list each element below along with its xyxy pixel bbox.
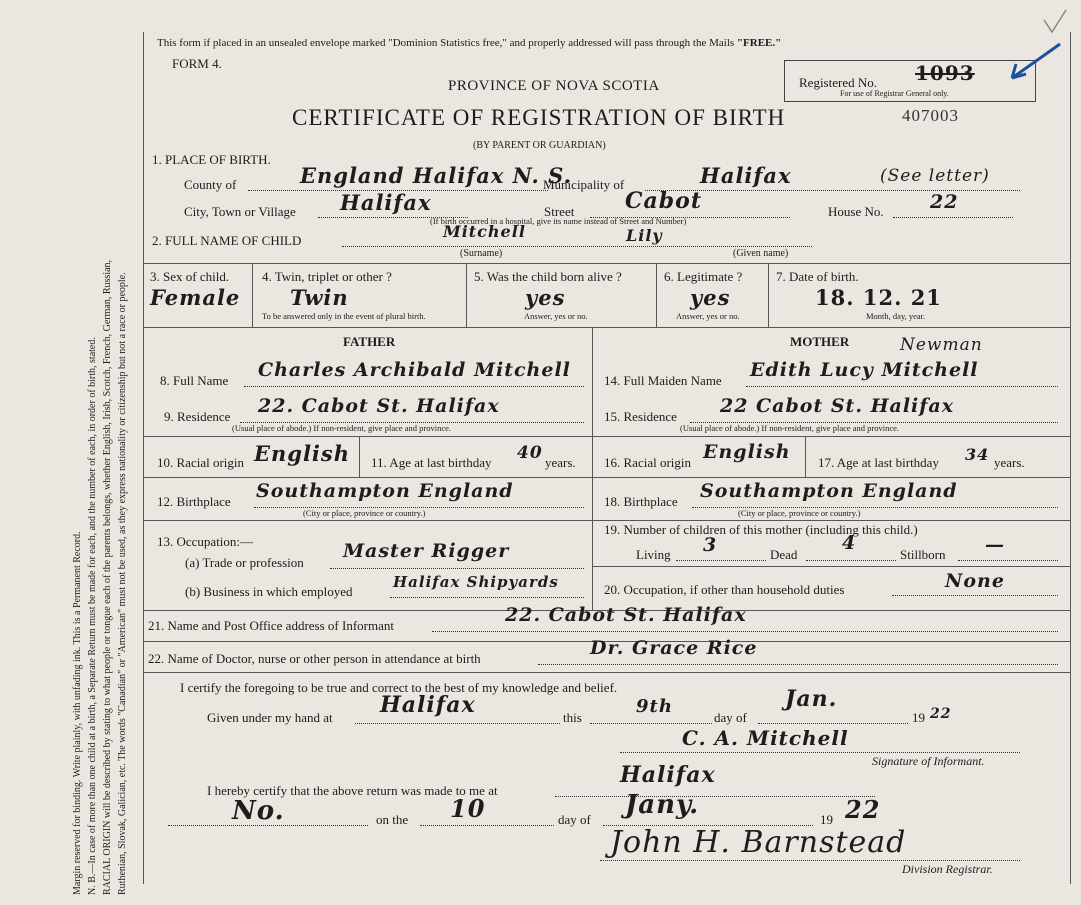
father-racial-value: English (254, 441, 351, 466)
mother-residence-note: (Usual place of abode.) If non-resident, give place and province. (680, 423, 900, 433)
hospital-note: (If birth occurred in a hospital, give its name instead of Street and Number) (430, 216, 687, 226)
mother-racial-label: 16. Racial origin (604, 455, 692, 470)
county-label: County of (184, 177, 237, 192)
given-day-value: 9th (636, 696, 673, 717)
informant-signature-line (620, 752, 1020, 753)
municipality-note: (See letter) (880, 166, 990, 186)
registrar-year-value: 22 (845, 795, 881, 824)
dob-label: 7. Date of birth. (776, 269, 859, 284)
given-this-label: this (563, 710, 582, 725)
legitimate-value: yes (690, 285, 731, 310)
father-birthplace-label: 12. Birthplace (157, 494, 231, 509)
row13-top-rule (143, 520, 1070, 521)
registrar-month-value: Jany. (625, 790, 700, 820)
mother-stillborn-value: — (985, 534, 1005, 556)
mother-racial-value: English (703, 441, 791, 463)
father-racial-label: 10. Racial origin (157, 455, 245, 470)
father-birthplace-note: (City or place, province or country.) (303, 508, 426, 518)
row3-bottom-rule (143, 327, 1070, 328)
mother-age-label: 17. Age at last birthday (818, 455, 939, 470)
stamped-number: 407003 (902, 106, 959, 125)
mother-children-label: 19. Number of children of this mother (including this child.) (604, 522, 918, 537)
given-year-prefix: 19 (912, 710, 925, 725)
given-month-value: Jan. (785, 686, 838, 712)
father-occupation-label: 13. Occupation:— (157, 534, 254, 549)
father-residence-label: 9. Residence (164, 409, 231, 424)
mother-living-label: Living (636, 547, 671, 562)
mother-occupation-label: 20. Occupation, if other than household duties (604, 582, 845, 597)
margin-note-2: N. B.—In case of more than one child at a birth, a Separate Return must be made for each, and the number of each, in order of birth, stated. (87, 337, 98, 895)
street-value: Cabot (625, 188, 702, 214)
check-mark-icon (1040, 6, 1070, 41)
mother-residence-value: 22 Cabot St. Halifax (720, 395, 955, 417)
registered-number: 1093 (915, 61, 975, 85)
legitimate-note: Answer, yes or no. (676, 311, 740, 321)
street-label: Street (544, 204, 575, 219)
county-value: England Halifax N. S. (300, 163, 572, 188)
margin-note-4: Ruthenian, Slovak, Galician, etc. The words "Canadian" or "American" must not be used, as they express nationality or citizenship but not a race or people. (117, 272, 128, 895)
page-subtitle: (BY PARENT OR GUARDIAN) (473, 140, 606, 151)
father-racial-box-rule (359, 436, 360, 477)
father-residence-note: (Usual place of abode.) If non-resident, give place and province. (232, 423, 452, 433)
twin-label: 4. Twin, triplet or other ? (262, 269, 392, 284)
mother-racial-box-rule (805, 436, 806, 477)
mail-notice: This form if placed in an unsealed envelope marked "Dominion Statistics free," and properly addressed will pass through the Mails "FREE." (157, 37, 782, 49)
dob-value: 18. 12. 21 (815, 285, 942, 310)
form-number: FORM 4. (172, 56, 222, 71)
child-name-line (342, 246, 812, 247)
row3-divider-3 (656, 263, 657, 327)
father-name-line (244, 386, 584, 387)
father-birthplace-value: Southampton England (256, 480, 514, 502)
mother-dead-label: Dead (770, 547, 798, 562)
row10-top-rule (143, 436, 1070, 437)
father-trade-line (330, 568, 584, 569)
registrar-dayof-label: day of (558, 812, 591, 827)
house-label: House No. (828, 204, 884, 219)
row20-top-rule (592, 566, 1070, 567)
margin-note-3: RACIAL ORIGIN will be described by stating to what people or tongue each of the parents belongs, whether English, Irish, Scotch, French, German, Russian, (102, 259, 113, 895)
mother-name-value: Edith Lucy Mitchell (750, 359, 979, 381)
father-trade-label: (a) Trade or profession (185, 555, 304, 570)
father-heading: FATHER (343, 334, 396, 349)
registrar-signature: John H. Barnstead (610, 825, 907, 860)
registrar-use-note: For use of Registrar General only. (840, 89, 949, 98)
sex-label: 3. Sex of child. (150, 269, 230, 284)
alive-note: Answer, yes or no. (524, 311, 588, 321)
mother-age-years: years. (994, 455, 1025, 470)
house-line (893, 217, 1013, 218)
child-surname: Mitchell (443, 222, 526, 241)
municipality-value: Halifax (700, 163, 792, 188)
certify-top-rule (143, 672, 1070, 673)
father-age-value: 40 (517, 443, 543, 463)
dob-note: Month, day, year. (866, 311, 926, 321)
informant-value: 22. Cabot St. Halifax (505, 604, 747, 626)
mother-living-value: 3 (703, 534, 718, 556)
registered-label: Registered No. (799, 75, 877, 90)
mother-age-value: 34 (965, 445, 990, 464)
given-dayof-label: day of (714, 710, 747, 725)
mother-occupation-line (892, 595, 1058, 596)
given-caption: (Given name) (733, 248, 789, 259)
row3-divider-4 (768, 263, 769, 327)
page-title: CERTIFICATE OF REGISTRATION OF BIRTH (292, 105, 786, 130)
city-value: Halifax (340, 190, 432, 215)
registrar-year-prefix: 19 (820, 812, 833, 827)
given-day-line (590, 723, 712, 724)
father-name-label: 8. Full Name (160, 373, 229, 388)
child-name-label: 2. FULL NAME OF CHILD (152, 233, 302, 248)
informant-signature: C. A. Mitchell (682, 726, 849, 750)
father-residence-value: 22. Cabot St. Halifax (258, 395, 500, 417)
mother-birthplace-label: 18. Birthplace (604, 494, 678, 509)
given-month-line (758, 723, 908, 724)
given-year-value: 22 (930, 706, 952, 722)
mother-occupation-value: None (945, 570, 1005, 592)
arrow-icon (1002, 42, 1062, 89)
mother-residence-label: 15. Residence (604, 409, 677, 424)
house-value: 22 (930, 191, 959, 213)
margin-note-1: Margin reserved for binding. Write plainly, with unfading ink. This is a Permanent Record. (72, 531, 83, 895)
registrar-certify-text: I hereby certify that the above return was made to me at (207, 783, 498, 798)
informant-signature-label: Signature of Informant. (872, 754, 985, 768)
child-given-name: Lily (626, 226, 663, 245)
registrar-day-value: 10 (450, 794, 486, 823)
given-under-label: Given under my hand at (207, 710, 333, 725)
twin-value: Twin (290, 285, 349, 310)
mother-heading: MOTHER (790, 334, 850, 349)
given-place-line (355, 723, 560, 724)
father-business-line (390, 597, 584, 598)
row12-top-rule (143, 477, 1070, 478)
father-age-years: years. (545, 455, 576, 470)
mother-maiden-above: Newman (900, 335, 983, 355)
mother-birthplace-note: (City or place, province or country.) (738, 508, 861, 518)
informant-line (432, 631, 1058, 632)
mother-dead-value: 4 (842, 532, 857, 554)
doctor-label: 22. Name of Doctor, nurse or other person in attendance at birth (148, 651, 481, 666)
sex-value: Female (150, 285, 241, 310)
frame-right (1070, 32, 1071, 884)
mother-living-line (676, 560, 766, 561)
father-trade-value: Master Rigger (343, 540, 510, 562)
doctor-line (538, 664, 1058, 665)
doctor-value: Dr. Grace Rice (590, 637, 758, 659)
certify-text: I certify the foregoing to be true and correct to the best of my knowledge and belief. (180, 680, 618, 695)
parents-center-rule (592, 327, 593, 610)
frame-left (143, 32, 144, 884)
mother-dead-line (806, 560, 896, 561)
city-label: City, Town or Village (184, 204, 296, 219)
informant-label: 21. Name and Post Office address of Informant (148, 618, 394, 633)
given-place-value: Halifax (380, 692, 476, 718)
mother-stillborn-label: Stillborn (900, 547, 946, 562)
registrar-day-line (420, 825, 554, 826)
registrar-place-value: Halifax (620, 762, 716, 788)
registered-box (784, 60, 1036, 102)
twin-note: To be answered only in the event of plural birth. (262, 311, 426, 321)
municipality-label: Municipality of (543, 177, 625, 192)
alive-label: 5. Was the child born alive ? (474, 269, 622, 284)
row3-divider-1 (252, 263, 253, 327)
row3-divider-2 (466, 263, 467, 327)
father-name-value: Charles Archibald Mitchell (258, 359, 571, 381)
registrar-on-the-label: on the (376, 812, 409, 827)
registrar-place-line (555, 796, 875, 797)
registrar-signature-label: Division Registrar. (902, 862, 993, 876)
father-business-value: Halifax Shipyards (393, 573, 559, 591)
place-of-birth-label: 1. PLACE OF BIRTH. (152, 152, 271, 167)
registrar-number-value: No. (232, 796, 285, 826)
alive-value: yes (525, 285, 566, 310)
mother-stillborn-line (958, 560, 1058, 561)
province-heading: PROVINCE OF NOVA SCOTIA (448, 78, 660, 94)
father-age-label: 11. Age at last birthday (371, 455, 492, 470)
mother-birthplace-value: Southampton England (700, 480, 958, 502)
legitimate-label: 6. Legitimate ? (664, 269, 743, 284)
father-business-label: (b) Business in which employed (185, 584, 353, 599)
row3-top-rule (143, 263, 1070, 264)
surname-caption: (Surname) (460, 248, 503, 259)
registrar-signature-line (600, 860, 1020, 861)
mother-name-label: 14. Full Maiden Name (604, 373, 722, 388)
mother-name-line (746, 386, 1058, 387)
